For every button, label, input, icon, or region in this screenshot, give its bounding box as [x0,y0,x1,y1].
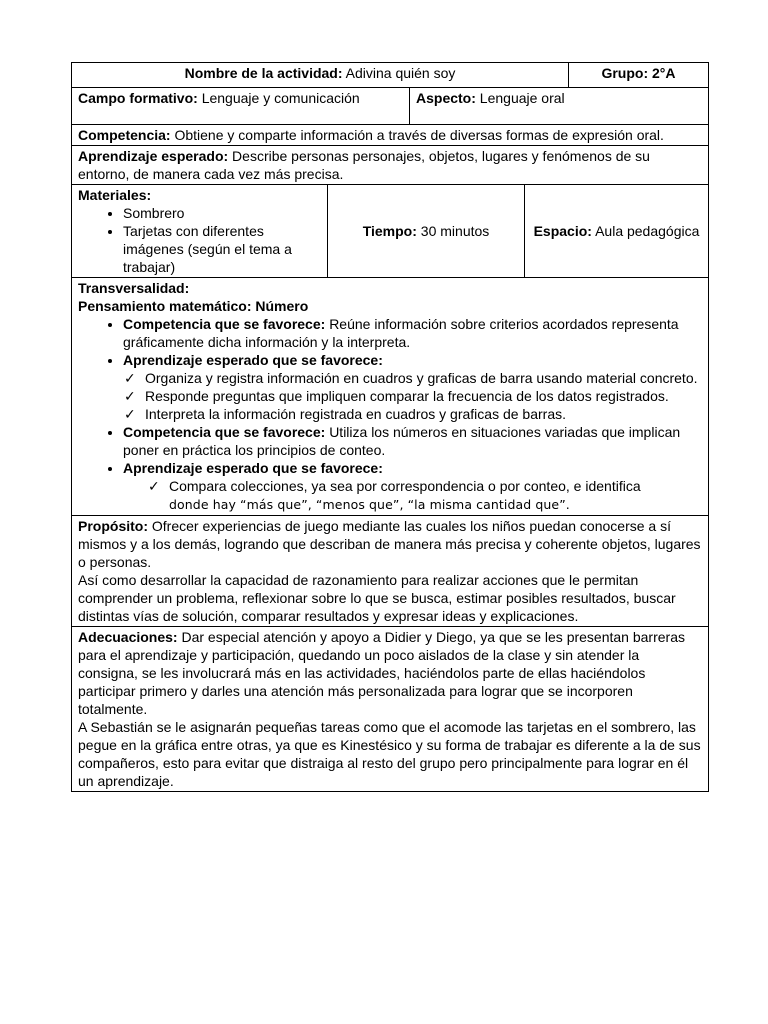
aprendizaje-1-item [123,351,702,423]
activity-table [71,62,709,792]
check-item-text: Organiza y registra información en cuadros y graficas de barra usando material concreto. [145,370,698,386]
materiales-item: • Tarjetas con diferentes imágenes (según el tema a trabajar) [123,222,321,276]
row-adecuaciones [72,627,709,792]
transversalidad-cell [72,278,709,516]
tiempo-value: 30 minutos [420,223,490,239]
aprendizaje-value: Describe personas personajes, objetos, lugares y fenómenos de su entorno, de manera cada vez más precisa. [78,148,650,182]
espacio-label: Espacio: [533,223,592,239]
competencia-2-item [123,423,702,459]
competencia-2-label: Competencia que se favorece: [123,424,326,440]
check-item-text: Responde preguntas que impliquen comparar la frecuencia de los datos registrados. [145,388,669,404]
row-activity [72,63,709,88]
materiales-item: • Sombrero [123,204,321,222]
check-icon: ✓ [124,370,136,386]
check-item [148,477,702,514]
transversalidad-title: Transversalidad: [78,280,190,296]
proposito-cell [72,516,709,627]
campo-label: Campo formativo: [78,90,198,106]
row-materiales [72,185,709,278]
aprendizaje-label: Aprendizaje esperado: [78,148,229,164]
competencia-label: Competencia: [78,127,171,143]
transversalidad-subtitle: Pensamiento matemático: Número [78,298,309,314]
aspecto-label: Aspecto: [416,90,476,106]
adecuaciones-cell [72,627,709,792]
materiales-list [78,204,321,276]
aprendizaje-2-item [123,459,702,514]
activity-name-cell [72,63,569,88]
adecuaciones-label: Adecuaciones: [78,629,178,645]
proposito-value: Ofrecer experiencias de juego mediante las cuales los niños puedan conocerse a sí mismos y a los demás, logrando que describan de manera más precisa y coherente objetos, lugares o personas. [78,518,701,570]
competencia-1-label: Competencia que se favorece: [123,316,326,332]
campo-cell [72,88,410,125]
aspecto-cell [410,88,709,125]
competencia-cell [72,125,709,146]
espacio-value: Aula pedagógica [595,223,700,239]
row-competencia [72,125,709,146]
proposito-paragraph-2: Así como desarrollar la capacidad de razonamiento para realizar acciones que le permitan comprender un problema, reflexionar sobre lo que se busca, estimar posibles resultados, buscar distintas vías de solución, comparar resultados y expresar ideas y explicaciones. [78,572,676,624]
aprendizaje-2-label: Aprendizaje esperado que se favorece: [123,460,383,476]
check-icon: ✓ [124,388,136,404]
espacio-cell [525,185,709,278]
competencia-1-item [123,315,702,351]
competencia-1-value: Reúne información sobre criterios acordados representa gráficamente dicha información y la interpreta. [123,316,679,350]
competencia-2-value: Utiliza los números en situaciones variadas que implican poner en práctica los principios de conteo. [123,424,681,458]
group-cell [569,63,709,88]
competencia-value: Obtiene y comparte información a través de diversas formas de expresión oral. [174,127,664,143]
check-icon: ✓ [148,478,160,494]
check-item [124,387,702,405]
tiempo-cell [328,185,525,278]
transversalidad-list [78,315,702,514]
aprendizaje-1-checklist [123,369,702,423]
row-proposito [72,516,709,627]
row-aprendizaje [72,146,709,185]
group-label: Grupo: 2°A [601,65,676,81]
materiales-label: Materiales: [78,187,152,203]
check-item-text: Interpreta la información registrada en cuadros y graficas de barras. [145,406,566,422]
check-item [124,369,702,387]
row-campo [72,88,709,125]
row-transversalidad [72,278,709,516]
aprendizaje-cell [72,146,709,185]
check-item [124,405,702,423]
activity-name-label: Nombre de la actividad: [184,65,343,81]
adecuaciones-value: Dar especial atención y apoyo a Didier y Diego, ya que se les presentan barreras para el aprendizaje y participación, quedando un poco aislados de la clase y sin atender la consigna, se les involucrará más en las actividades, haciéndolos parte de ellas haciéndolos participar primero y darles una atención más personalizada para lograr que se incorporen totalmente. [78,629,685,717]
aspecto-value: Lenguaje oral [479,90,565,106]
aprendizaje-2-checklist [123,477,702,514]
proposito-label: Propósito: [78,518,148,534]
tiempo-label: Tiempo: [362,223,417,239]
adecuaciones-paragraph-2: A Sebastián se le asignarán pequeñas tareas como que el acomode las tarjetas en el sombrero, las pegue en la gráfica entre otras, ya que es Kinestésico y su forma de trabajar es diferente a la de sus compañeros, esto para evitar que distraiga al resto del grupo pero principalmente para lograr en él un aprendizaje. [78,719,701,789]
materiales-cell [72,185,328,278]
planning-document [71,62,708,792]
campo-value: Lenguaje y comunicación [201,90,360,106]
aprendizaje-1-label: Aprendizaje esperado que se favorece: [123,352,383,368]
activity-name-value: Adivina quién soy [345,65,456,81]
adecuaciones-paragraph [78,628,702,718]
check-item-text: Compara colecciones, ya sea por correspondencia o por conteo, e identifica [169,478,641,494]
check-icon: ✓ [124,406,136,422]
check-item-text-cont: donde hay “más que”, “menos que”, “la misma cantidad que”. [169,497,570,512]
proposito-paragraph [78,517,702,571]
